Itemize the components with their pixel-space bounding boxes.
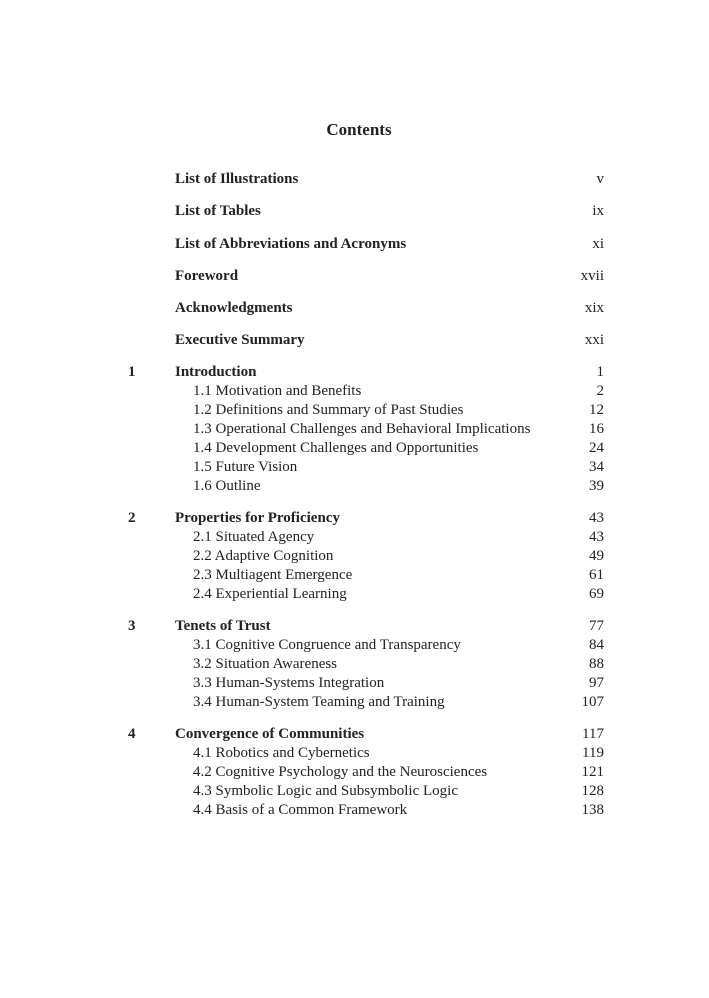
toc-section[interactable] — [0, 782, 709, 801]
section-page: 12 — [589, 402, 604, 418]
chapter-page: 43 — [589, 510, 604, 526]
toc-entry-executive-summary[interactable] — [0, 331, 709, 350]
section-title: 2.3 Multiagent Emergence — [193, 567, 353, 583]
section-page: 39 — [589, 478, 604, 494]
section-title: 2.1 Situated Agency — [193, 529, 315, 545]
toc-entry-page: v — [596, 171, 604, 187]
chapter-number: 1 — [128, 364, 136, 380]
section-page: 49 — [589, 548, 604, 564]
section-page: 138 — [581, 802, 604, 818]
section-title: 1.2 Definitions and Summary of Past Studies — [193, 402, 464, 418]
toc-entry-list-of-abbreviations[interactable] — [0, 235, 709, 254]
toc-entry-title: Acknowledgments — [175, 300, 293, 316]
section-page: 16 — [589, 421, 604, 437]
toc-entry-page: xvii — [580, 268, 604, 284]
toc-section[interactable] — [0, 674, 709, 693]
toc-section[interactable] — [0, 801, 709, 820]
toc-section[interactable] — [0, 439, 709, 458]
toc-section[interactable] — [0, 382, 709, 401]
toc-entry-list-of-illustrations[interactable] — [0, 170, 709, 189]
toc-section[interactable] — [0, 655, 709, 674]
section-title: 3.3 Human-Systems Integration — [193, 675, 385, 691]
section-title: 4.3 Symbolic Logic and Subsymbolic Logic — [193, 783, 458, 799]
section-title: 4.1 Robotics and Cybernetics — [193, 745, 370, 761]
chapter-number: 3 — [128, 618, 136, 634]
section-page: 119 — [582, 745, 604, 761]
chapter-title: Convergence of Communities — [175, 726, 365, 742]
section-page: 69 — [589, 586, 604, 602]
toc-section[interactable] — [0, 420, 709, 439]
section-page: 84 — [589, 637, 604, 653]
toc-section[interactable] — [0, 477, 709, 496]
chapter-title: Properties for Proficiency — [175, 510, 340, 526]
toc-entry-title: Executive Summary — [175, 332, 305, 348]
toc-section[interactable] — [0, 636, 709, 655]
toc-entry-list-of-tables[interactable] — [0, 202, 709, 221]
section-page: 128 — [581, 783, 604, 799]
toc-entry-acknowledgments[interactable] — [0, 299, 709, 318]
section-title: 1.6 Outline — [193, 478, 261, 494]
toc-section[interactable] — [0, 401, 709, 420]
toc-section[interactable] — [0, 458, 709, 477]
chapter-page: 1 — [596, 364, 604, 380]
section-page: 43 — [589, 529, 604, 545]
section-title: 3.4 Human-System Teaming and Training — [193, 694, 445, 710]
toc-chapter-4[interactable] — [0, 725, 709, 744]
toc-section[interactable] — [0, 547, 709, 566]
section-title: 1.1 Motivation and Benefits — [193, 383, 362, 399]
section-title: 4.2 Cognitive Psychology and the Neurosciences — [193, 764, 488, 780]
toc-section[interactable] — [0, 566, 709, 585]
chapter-title: Tenets of Trust — [175, 618, 271, 634]
toc-entry-foreword[interactable] — [0, 267, 709, 286]
section-page: 34 — [589, 459, 604, 475]
toc-chapter-2[interactable] — [0, 509, 709, 528]
toc-chapter-3[interactable] — [0, 617, 709, 636]
section-title: 1.4 Development Challenges and Opportunities — [193, 440, 479, 456]
chapter-number: 2 — [128, 510, 136, 526]
chapter-title: Introduction — [175, 364, 257, 380]
section-title: 1.5 Future Vision — [193, 459, 298, 475]
section-page: 88 — [589, 656, 604, 672]
section-title: 2.2 Adaptive Cognition — [193, 548, 334, 564]
toc-entry-page: ix — [592, 203, 604, 219]
section-title: 3.2 Situation Awareness — [193, 656, 338, 672]
chapter-page: 117 — [582, 726, 604, 742]
toc-entry-title: List of Illustrations — [175, 171, 299, 187]
toc-entry-title: Foreword — [175, 268, 239, 284]
section-page: 2 — [596, 383, 604, 399]
toc-section[interactable] — [0, 744, 709, 763]
toc-entry-page: xi — [592, 236, 604, 252]
toc-entry-title: List of Abbreviations and Acronyms — [175, 236, 407, 252]
toc-entry-title: List of Tables — [175, 203, 261, 219]
section-page: 24 — [589, 440, 604, 456]
section-title: 1.3 Operational Challenges and Behavioral Implications — [193, 421, 531, 437]
section-title: 4.4 Basis of a Common Framework — [193, 802, 408, 818]
section-page: 107 — [581, 694, 604, 710]
section-title: 3.1 Cognitive Congruence and Transparency — [193, 637, 461, 653]
section-page: 97 — [589, 675, 604, 691]
section-page: 61 — [589, 567, 604, 583]
toc-section[interactable] — [0, 528, 709, 547]
chapter-number: 4 — [128, 726, 136, 742]
chapter-page: 77 — [589, 618, 604, 634]
toc-chapter-1[interactable] — [0, 363, 709, 382]
section-page: 121 — [581, 764, 604, 780]
toc-section[interactable] — [0, 585, 709, 604]
page-title: Contents — [326, 120, 392, 139]
toc-entry-page: xix — [584, 300, 604, 316]
section-title: 2.4 Experiential Learning — [193, 586, 347, 602]
toc-entry-page: xxi — [584, 332, 604, 348]
toc-section[interactable] — [0, 693, 709, 712]
toc-section[interactable] — [0, 763, 709, 782]
